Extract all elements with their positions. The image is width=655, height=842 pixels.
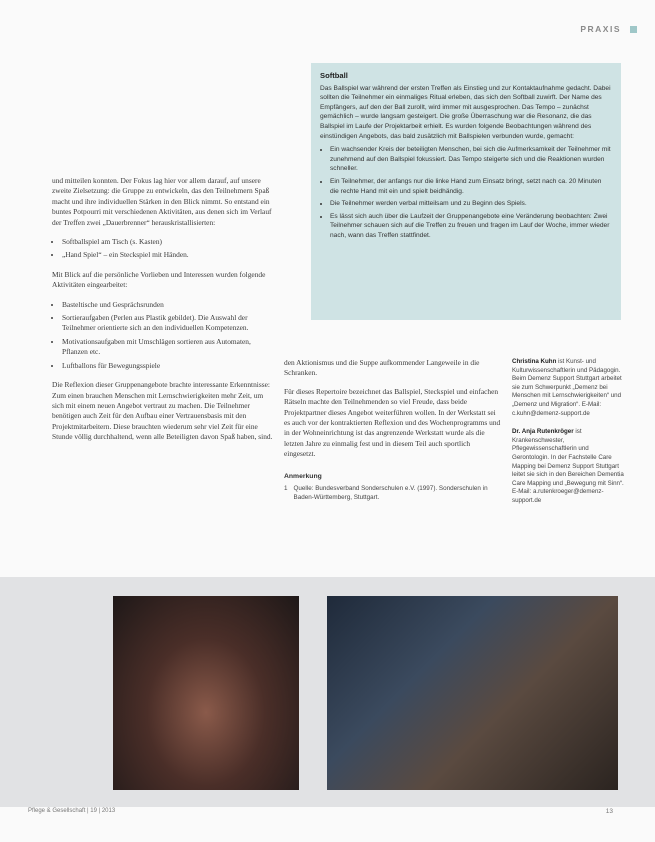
author-name: Dr. Anja Rutenkröger xyxy=(512,428,574,436)
list-item: • Motivationsaufgaben mit Umschlägen sortieren aus Automaten, Pflanzen etc. xyxy=(62,337,274,358)
list-item: • Es lässt sich auch über die Laufzeit der Gruppenangebote eine Veränderung beobachten: Zwei Teilnehmer schauen sich auf die Treffen zu freuen und fragen im Lauf der Woche, immer wieder nach, wann das Treffen stattfindet. xyxy=(330,212,612,241)
footnote-text: Quelle: Bundesverband Sonderschulen e.V. (1997). Sonderschulen in Baden-Württemberg, Stuttgart. xyxy=(293,485,488,501)
list-item: • Die Teilnehmer werden verbal mitteilsam und zu Beginn des Spiels. xyxy=(330,199,612,209)
photo-hands-heart xyxy=(113,596,299,790)
page-number: 13 xyxy=(605,808,613,815)
author-bio xyxy=(512,428,624,505)
author-bio xyxy=(512,358,624,418)
paragraph: den Aktionismus und die Suppe aufkommender Langeweile in die Schranken. xyxy=(284,358,480,378)
bullet-list xyxy=(52,237,274,261)
paragraph: Für dieses Repertoire bezeichnet das Ballspiel, Steckspiel und einfachen Rätseln machte den Teilnehmenden so viel Freude, dass beide Projektpartner dieses Angebot weiterführen wollen. In der Werkstatt sei es auch vor der kontraktierten Reflexion und des Wochenprogramms und in der Wohneinrichtung ist das angrenzende Werkstatt wurde als die letzten Jahre zu einmalig fest und in diesem Teil auch sportlich eingesetzt. xyxy=(284,386,501,459)
list-item: • Ein Teilnehmer, der anfangs nur die linke Hand zum Einsatz bringt, setzt nach ca. 20 Minuten die rechte Hand mit ein und spielt beidhändig. xyxy=(330,177,612,196)
photo-person-with-paper xyxy=(327,596,618,790)
list-item: • Luftballons für Bewegungsspiele xyxy=(62,361,274,371)
text-column-1 xyxy=(52,176,274,452)
text-column-2 xyxy=(284,358,502,502)
list-item: • Softballspiel am Tisch (s. Kasten) xyxy=(62,237,274,247)
footnote xyxy=(284,485,502,502)
footnote-number: 1 xyxy=(284,485,288,493)
list-item: • Ein wachsender Kreis der beteiligten Menschen, bei sich die Aufmerksamkeit der Teilnehmer mit zunehmend auf den Ballspiel fokussiert. Das Tempo steigerte sich und die Reaktionen wurden schneller. xyxy=(330,145,612,174)
bullet-list xyxy=(52,300,274,371)
author-bio-text: ist Kunst- und Kulturwissenschaftlerin und Pädagogin. Beim Demenz Support Stuttgart arbeitet sie zum Schwerpunkt „Demenz bei Menschen mit Lernschwierigkeiten“ und „Demenz und Migration“. E-Mail: c.kuhn@demenz-support.de xyxy=(512,358,622,417)
footer-publication: Pflege & Gesellschaft | 19 | 2013 xyxy=(28,808,116,814)
note-heading: Anmerkung xyxy=(284,472,322,480)
paragraph: Die Reflexion dieser Gruppenangebote brachte interessante Erkenntnisse: Zum einen brauchen Menschen mit Lernschwierigkeiten mehr Zeit, um sich mit einem neuen Angebot vertraut zu machen. Die Teilnehmer benötigen auch Zeit für den Aufbau einer Vertrauensbasis mit den Projektmitarbeitern. Diese brauchten wiederum sehr viel Zeit für eine Stunde völlig durchhaltend, wenn alle Beteiligten davon Spaß haben, sind. xyxy=(52,380,273,442)
paragraph: und mitteilen konnten. Der Fokus lag hier vor allem darauf, auf unsere zweite Zielsetzung: die Gruppe zu entwickeln, das den Teilnehmern Spaß macht und ihre individuellen Stärken in den Blick nimmt. So entstand ein buntes Potpourri mit verschiedenen Aktivitäten, aus denen sich im Verlauf der Treffen zwei „Dauerbrenner“ herauskristallisierten: xyxy=(52,176,272,227)
section-marker xyxy=(630,26,637,33)
author-column xyxy=(512,358,624,516)
box-title: Softball xyxy=(320,71,348,80)
section-label: PRAXIS xyxy=(580,24,621,34)
list-item: • Basteltische und Gesprächsrunden xyxy=(62,300,274,310)
list-item: • „Hand Spiel“ – ein Steckspiel mit Händen. xyxy=(62,250,274,260)
author-bio-text: ist Krankenschwester, Pflegewissenschaftlerin und Gerontologin. In der Fachstelle Care Mapping bei Demenz Support Stuttgart leitet sie sich in den Bereichen Dementia Care Mapping und „Bewegung mit Sinn“. E-Mail: a.rutenkroeger@demenz-support.de xyxy=(512,428,624,504)
paragraph: Mit Blick auf die persönliche Vorlieben und Interessen wurden folgende Aktivitäten eingearbeitet: xyxy=(52,269,266,290)
box-paragraph: Das Ballspiel war während der ersten Treffen als Einstieg und zur Kontaktaufnahme gedacht. Dabei sollten die Teilnehmer ein einmaliges Ritual erleben, das sich den Softball zuwirft. Der Name des Empfängers, auf den der Ball zurollt, wird immer mit ausgesprochen. Das Tempo – zunächst gemächlich – wurde langsam gesteigert. Die große Überraschung war die Resonanz, die das Ballspiel im Laufe der Projektarbeit erhielt. Es wurden folgende Beobachtungen während des einstündigen Angebots, das bald zusätzlich mit Ballspielen verbunden wurde, gemacht: xyxy=(320,84,611,140)
list-item: • Sortieraufgaben (Perlen aus Plastik gebildet). Die Auswahl der Teilnehmer orientierte sich an den individuellen Kompetenzen. xyxy=(62,313,274,334)
author-name: Christina Kuhn xyxy=(512,358,557,365)
box-list xyxy=(320,145,612,240)
softball-box xyxy=(311,63,621,320)
